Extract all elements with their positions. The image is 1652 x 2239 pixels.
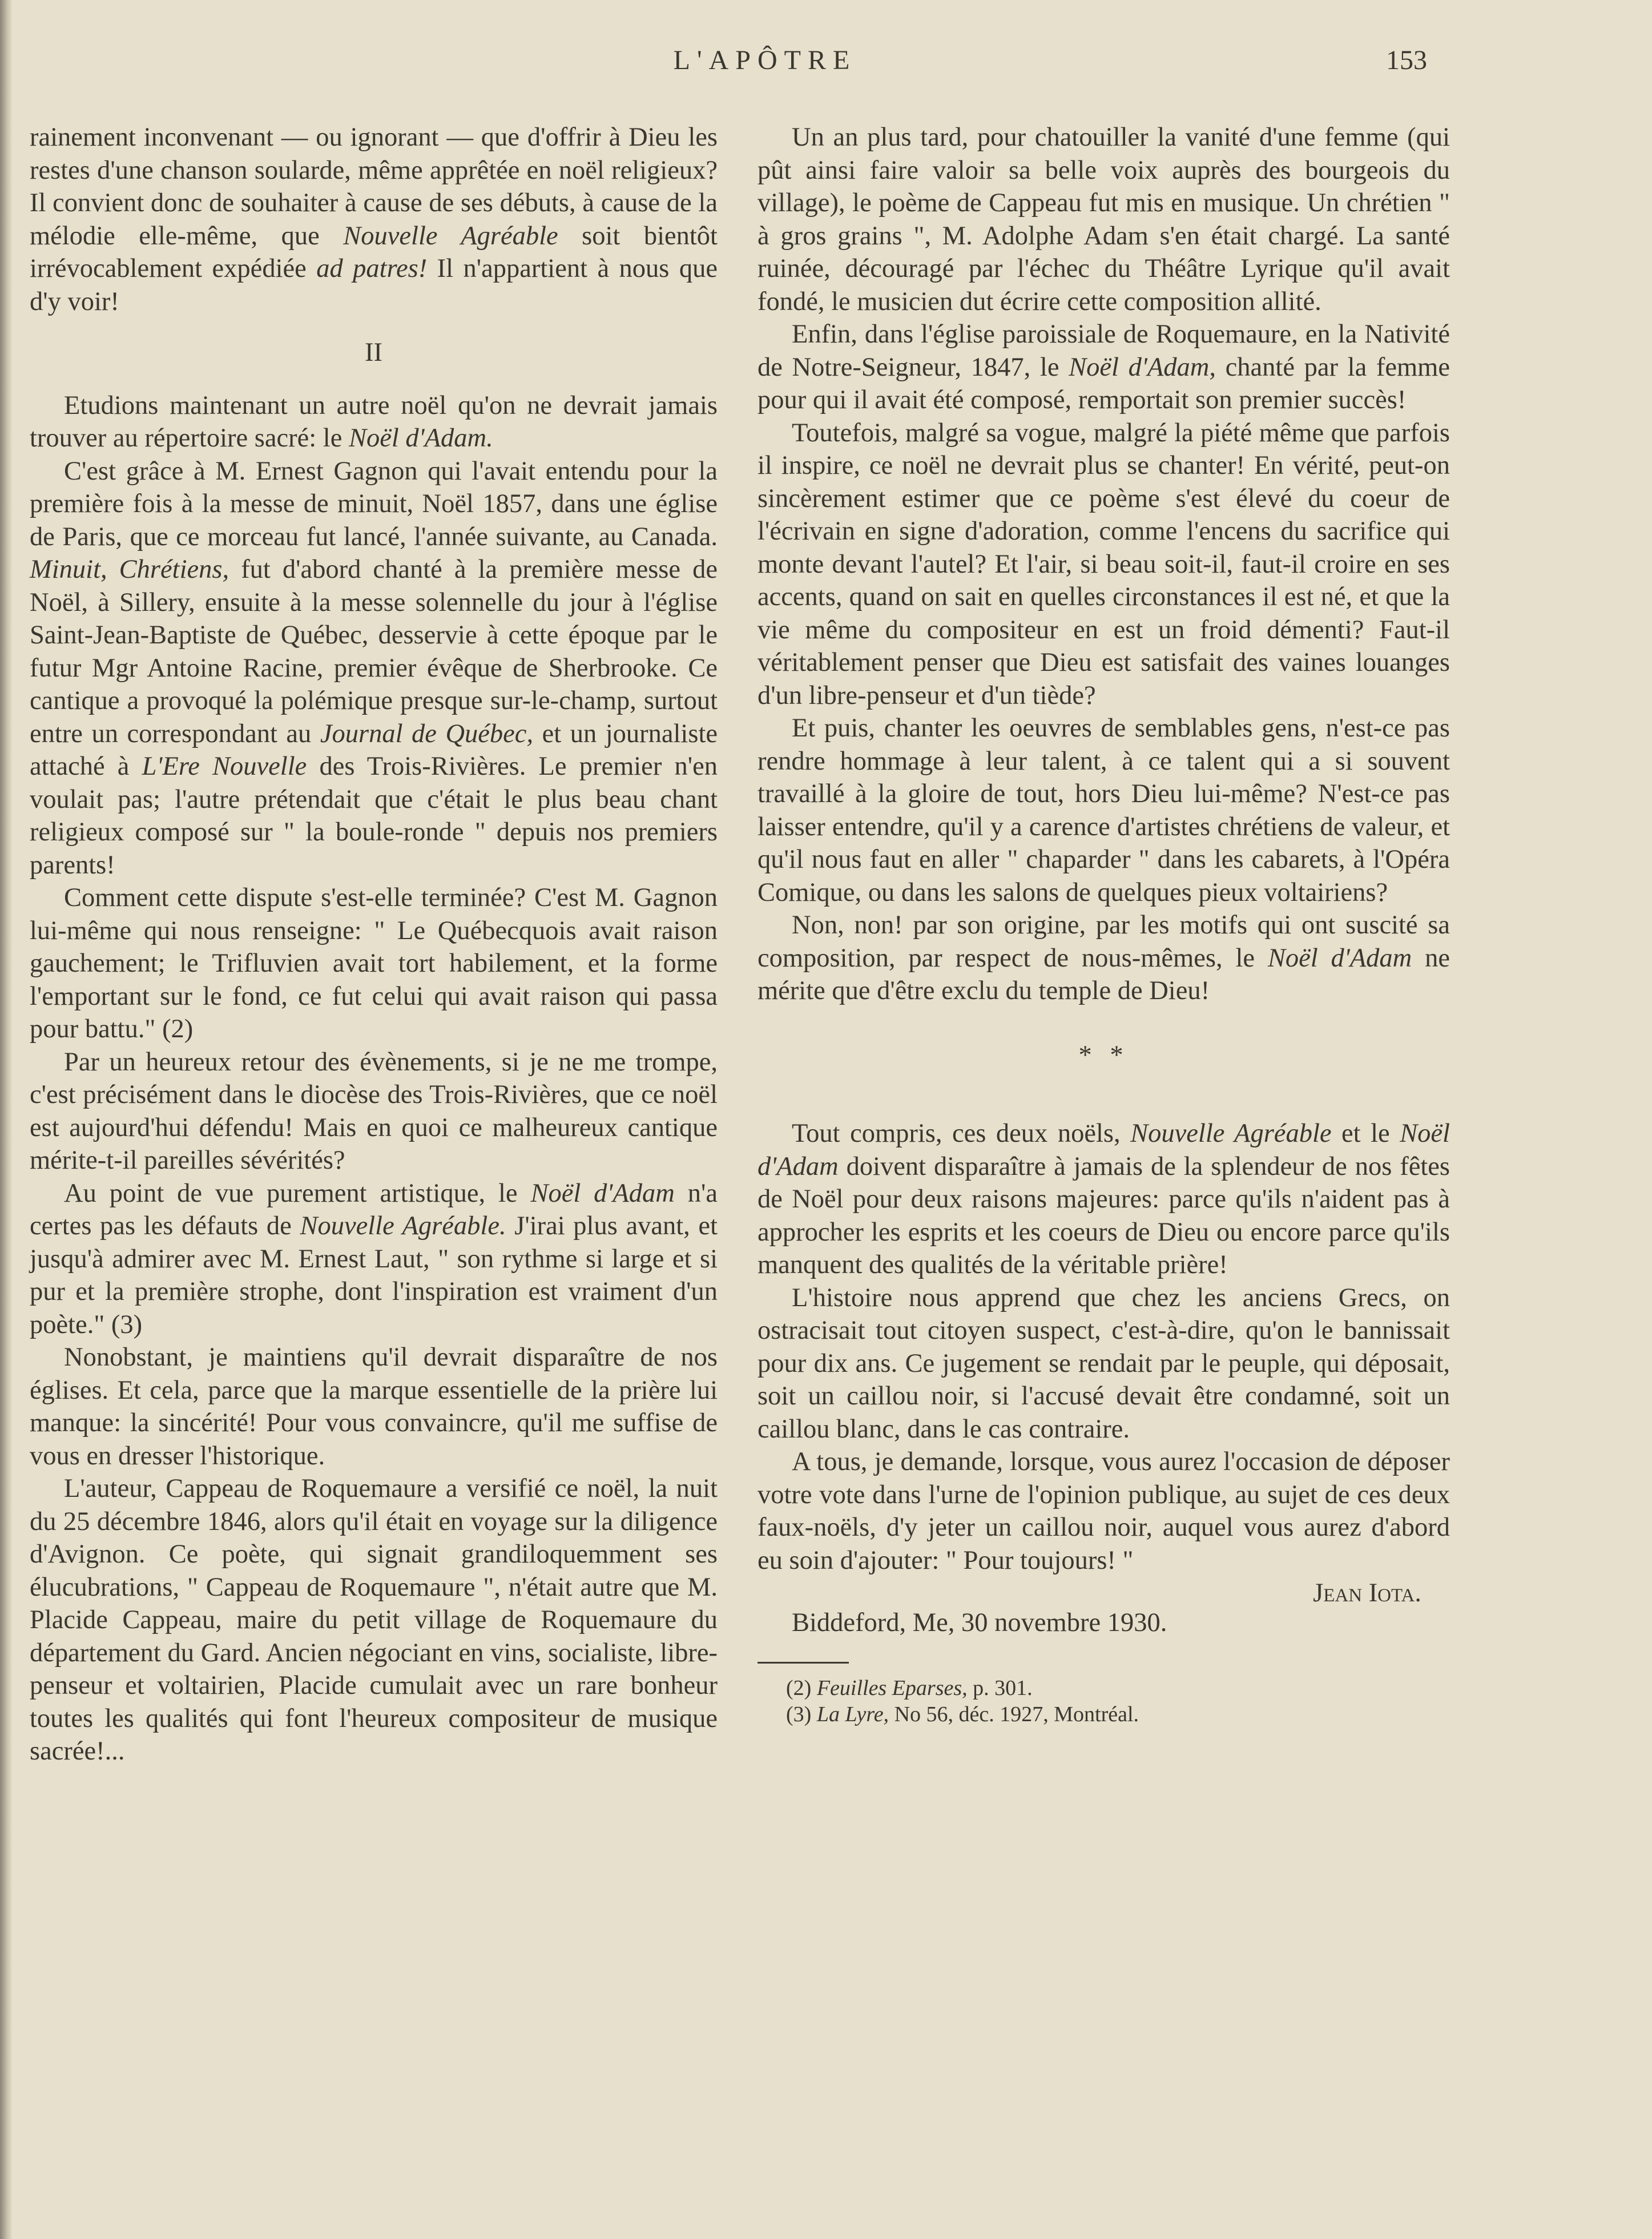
section-number: II (365, 338, 382, 367)
paragraph: Un an plus tard, pour chatouiller la vanité d'une femme (qui pût ainsi faire valoir sa belle voix auprès des bourgeois du village), le poème de Cappeau fut mis en musique. Un chrétien " à gros grains ", M. Adolphe Adam s'en était chargé. La santé ruinée, découragé par l'échec du Théâtre Lyrique qu'il avait fondé, le musicien dut écrire cette composition allité. (757, 123, 1450, 316)
footnote-divider (757, 1662, 849, 1664)
footnotes (757, 1675, 1450, 1727)
right-column (757, 121, 1450, 1727)
paragraph: Etudions maintenant un autre noël qu'on ne devrait jamais trouver au répertoire sacré: le Noël d'Adam. (30, 390, 718, 453)
paragraph: C'est grâce à M. Ernest Gagnon qui l'avait entendu pour la première fois à la messe de minuit, Noël 1857, dans une église de Paris, que ce morceau fut lancé, l'année suivante, au Canada. Minuit, Chrétiens, fut d'abord chanté à la première messe de Noël, à Sillery, ensuite à la messe solennelle du jour à l'église Saint-Jean-Baptiste de Québec, desservie à cette époque par le futur Mgr Antoine Racine, premier évêque de Sherbrooke. Ce cantique a provoqué la polémique presque sur-le-champ, surtout entre un correspondant au Journal de Québec, et un journaliste attaché à L'Ere Nouvelle des Trois-Rivières. Le premier n'en voulait pas; l'autre prétendait que c'était le plus beau chant religieux composé sur " la boule-ronde " depuis nos premiers parents! (30, 456, 718, 880)
paragraph: Toutefois, malgré sa vogue, malgré la piété même que parfois il inspire, ce noël ne devrait plus se chanter! En vérité, peut-on sincèrement estimer que ce poème s'est élevé du coeur de l'écrivain en signe d'adoration, comme l'encens du sacrifice qui monte devant l'autel? Et l'air, si beau soit-il, faut-il croire en ses accents, quand on sait en quelles circonstances il est né, et que la vie même du compositeur en est un froid démenti? Faut-il véritablement penser que Dieu est satisfait des vaines louanges d'un libre-penseur et d'un tiède? (757, 418, 1450, 710)
paragraph: Comment cette dispute s'est-elle terminée? C'est M. Gagnon lui-même qui nous renseigne: " Le Québecquois avait raison gauchement; le Trifluvien avait tort habilement, et la forme l'emportant sur le fond, ce fut celui qui avait raison qui passa pour battu." (2) (30, 883, 718, 1044)
author-signature: Jean Iota. (1313, 1578, 1421, 1608)
page-binding-edge (0, 0, 13, 2239)
paragraph: L'auteur, Cappeau de Roquemaure a versifié ce noël, la nuit du 25 décembre 1846, alors qu'il était en voyage sur la diligence d'Avignon. Ce poète, qui signait grandiloquemment ses élucubrations, " Cappeau de Roquemaure ", n'était autre que M. Placide Cappeau, maire du petit village de Roquemaure du département du Gard. Ancien négociant en vins, socialiste, libre-penseur et voltairien, Placide cumulait avec un rare bonheur toutes les qualités qui font l'heureux compositeur de musique sacrée!... (30, 1474, 718, 1766)
footnote: (2) Feuilles Eparses, p. 301. (786, 1676, 1033, 1700)
section-separator: * * (1078, 1040, 1129, 1070)
page-number: 153 (1386, 45, 1427, 75)
paragraph: A tous, je demande, lorsque, vous aurez l'occasion de déposer votre vote dans l'urne de l'opinion publique, au sujet de ces deux faux-noëls, d'y jeter un caillou noir, auquel vous aurez d'abord eu soin d'ajouter: " Pour toujours! " (757, 1447, 1450, 1575)
paragraph: Nonobstant, je maintiens qu'il devrait disparaître de nos églises. Et cela, parce que la marque essentielle de la prière lui manque: la sincérité! Pour vous convaincre, qu'il me suffise de vous en dresser l'historique. (30, 1343, 718, 1471)
paragraph: Non, non! par son origine, par les motifs qui ont suscité sa composition, par respect de nous-mêmes, le Noël d'Adam ne mérite que d'être exclu du temple de Dieu! (757, 911, 1450, 1005)
paragraph: Par un heureux retour des évènements, si je ne me trompe, c'est précisément dans le diocèse des Trois-Rivières, que ce noël est aujourd'hui défendu! Mais en quoi ce malheureux cantique mérite-t-il pareilles sévérités? (30, 1047, 718, 1175)
left-column (30, 121, 718, 1768)
page-header (23, 45, 1598, 84)
dateline: Biddeford, Me, 30 novembre 1930. (792, 1608, 1167, 1637)
running-title: L'APÔTRE (673, 45, 857, 75)
paragraph: Et puis, chanter les oeuvres de semblables gens, n'est-ce pas rendre hommage à leur talent, à ce talent qui a si souvent travaillé à la gloire de tout, hors Dieu lui-même? N'est-ce pas laisser entendre, qu'il y a carence d'artistes chrétiens de valeur, et qu'il nous faut en aller " chaparder " dans les cabarets, à l'Opéra Comique, ou dans les salons de quelques pieux voltairiens? (757, 714, 1450, 907)
paragraph: Au point de vue purement artistique, le Noël d'Adam n'a certes pas les défauts de Nouvelle Agréable. J'irai plus avant, et jusqu'à admirer avec M. Ernest Laut, " son rythme si large et si pur et la première strophe, dont l'inspiration est vraiment d'un poète." (3) (30, 1178, 718, 1339)
paragraph: Tout compris, ces deux noëls, Nouvelle Agréable et le Noël d'Adam doivent disparaître à jamais de la splendeur de nos fêtes de Noël pour deux raisons majeures: parce qu'ils n'aident pas à approcher les esprits et les coeurs de Dieu ou encore parce qu'ils manquent des qualités de la véritable prière! (757, 1119, 1450, 1279)
footnote: (3) La Lyre, No 56, déc. 1927, Montréal. (786, 1702, 1139, 1726)
paragraph: rainement inconvenant — ou ignorant — que d'offrir à Dieu les restes d'une chanson soularde, même apprêtée en noël religieux? Il convient donc de souhaiter à cause de ses débuts, à cause de la mélodie elle-même, que Nouvelle Agréable soit bientôt irrévocablement expédiée ad patres! Il n'appartient à nous que d'y voir! (30, 123, 718, 316)
paragraph: Enfin, dans l'église paroissiale de Roquemaure, en la Nativité de Notre-Seigneur, 1847, le Noël d'Adam, chanté par la femme pour qui il avait été composé, remportait son premier succès! (757, 320, 1450, 414)
paragraph: L'histoire nous apprend que chez les anciens Grecs, on ostracisait tout citoyen suspect, c'est-à-dire, qu'on le bannissait pour dix ans. Ce jugement se rendait par le peuple, qui déposait, soit un caillou noir, si l'accusé devait être condamné, soit un caillou blanc, dans le cas contraire. (757, 1283, 1450, 1444)
